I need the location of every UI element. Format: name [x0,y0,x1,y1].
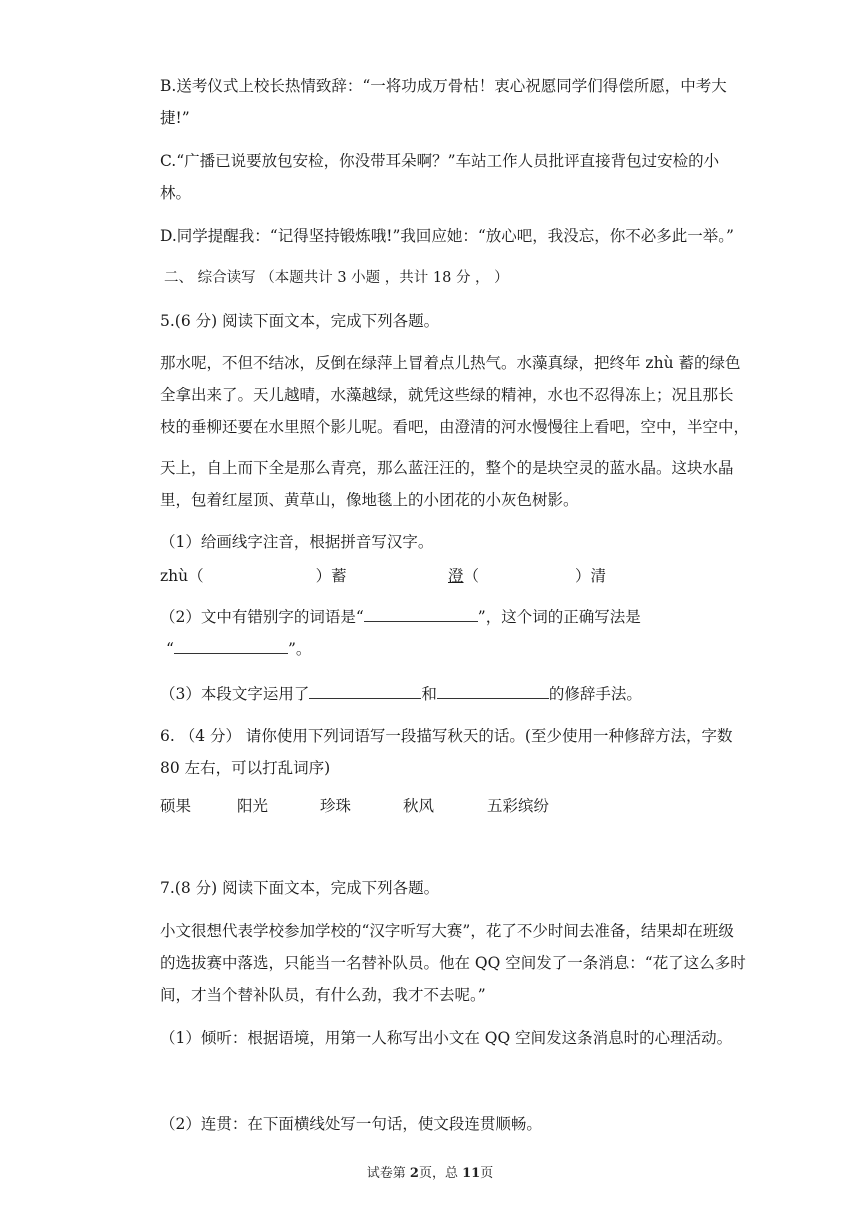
answer-blank[interactable] [437,684,549,699]
q5-passage-line: 枝的垂柳还要在水里照个影儿呢。看吧，由澄清的河水慢慢往上看吧，空中，半空中， [160,418,750,436]
q7-passage-line: 间，才当个替补队员，有什么劲，我才不去呢。” [160,986,486,1004]
word-item: 硕果 [160,797,192,815]
paren-open: （ [463,567,480,585]
pinyin-prompt: zhù（ [160,567,204,585]
question-7-title: 7.(8 分) 阅读下面文本，完成下列各题。 [160,879,440,897]
q7-sub1: （1）倾听：根据语境，用第一人称写出小文在 QQ 空间发这条消息时的心理活动。 [160,1029,733,1047]
pinyin-suffix: ）蓄 [315,567,347,585]
underlined-char: 澄 [448,567,464,585]
char-suffix: ）清 [575,567,607,585]
answer-blank[interactable] [309,684,421,699]
word-item: 珍珠 [320,797,352,815]
current-page: 2 [409,1166,419,1181]
q5-sub1: （1）给画线字注音，根据拼音写汉字。 [160,533,434,551]
option-b-line1: B.送考仪式上校长热情致辞：“一将功成万骨枯！衷心祝愿同学们得偿所愿，中考大 [160,77,727,95]
q5-sub1-blank-a [160,566,347,586]
option-c-line1: C.“广播已说要放包安检，你没带耳朵啊？”车站工作人员批评直接背包过安检的小 [160,152,720,170]
q5-passage-line: 全拿出来了。天儿越晴，水藻越绿，就凭这些绿的精神，水也不忍得冻上；况且那长 [160,386,734,404]
option-d-line1: D.同学提醒我：“记得坚持锻炼哦!”我回应她：“放心吧，我没忘，你不必多此一举。” [160,227,734,245]
q5-passage-line: 天上，自上而下全是那么青亮，那么蓝汪汪的，整个的是块空灵的蓝水晶。这块水晶 [160,459,734,477]
q5-sub2: （2）文中有错别字的词语是“ ”，这个词的正确写法是 [160,608,641,626]
question-6-line2: 80 左右，可以打乱词序) [160,759,331,777]
question-6-line1: 6. （4 分） 请你使用下列词语写一段描写秋天的话。(至少使用一种修辞方法，字数 [160,727,733,745]
section-heading: 二、 综合读写 （本题共计 3 小题 ，共计 18 分 ， ） [164,270,509,286]
q5-sub1-blank-b [448,566,606,586]
q7-sub2: （2）连贯：在下面横线处写一句话，使文段连贯顺畅。 [160,1115,542,1133]
word-item: 五彩缤纷 [487,797,550,815]
q5-sub3: （3）本段文字运用了 和 的修辞手法。 [160,685,642,703]
option-c-line2: 林。 [160,184,192,202]
q5-passage-line: 里，包着红屋顶、黄草山，像地毯上的小团花的小灰色树影。 [160,491,579,509]
word-item: 秋风 [403,797,435,815]
word-item: 阳光 [237,797,269,815]
q5-sub2-cont: “ ”。 [166,640,312,658]
total-pages: 11 [462,1166,481,1181]
answer-blank[interactable] [364,607,478,622]
answer-blank[interactable] [174,639,288,654]
q7-passage-line: 小文很想代表学校参加学校的“汉字听写大赛”，花了不少时间去准备，结果却在班级 [160,922,734,940]
option-b-line2: 捷!” [160,109,190,127]
question-5-title: 5.(6 分) 阅读下面文本，完成下列各题。 [160,312,440,330]
page-footer: 试卷第 2页，总 11页 [366,1166,494,1181]
q5-passage-line: 那水呢，不但不结冰，反倒在绿萍上冒着点儿热气。水藻真绿，把终年 zhù 蓄的绿色 [160,354,741,372]
q7-passage-line: 的选拔赛中落选，只能当一名替补队员。他在 QQ 空间发了一条消息：“花了这么多时 [160,954,746,972]
